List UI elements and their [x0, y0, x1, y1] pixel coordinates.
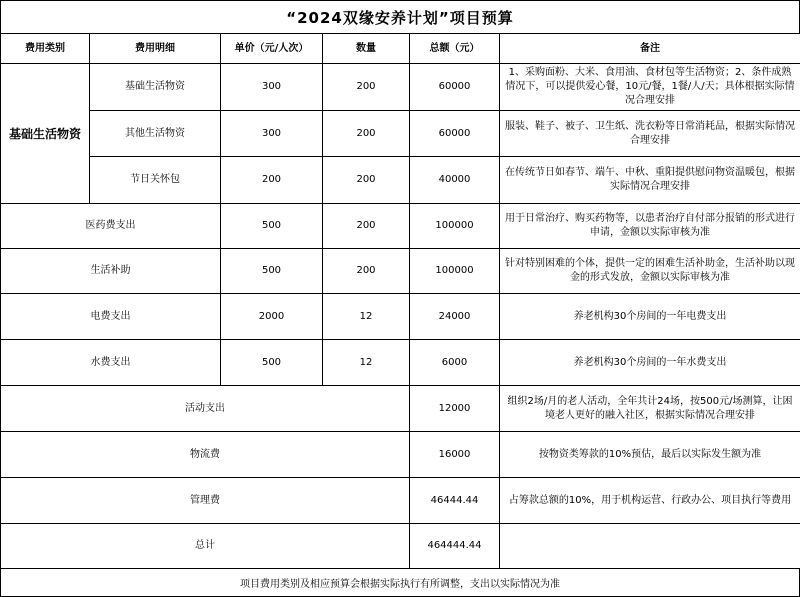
total-cell: 16000 [410, 432, 500, 478]
note-cell: 养老机构30个房间的一年电费支出 [500, 294, 800, 340]
item-name-cell: 生活补助 [1, 249, 221, 294]
budget-table [0, 33, 800, 569]
note-cell: 针对特别困难的个体，提供一定的困难生活补助金，生活补助以现金的形式发放，金额以实际审核为准 [500, 249, 800, 294]
table-row [1, 386, 800, 432]
unit-price-cell: 300 [221, 64, 323, 111]
quantity-cell: 200 [323, 64, 410, 111]
detail-cell: 节日关怀包 [90, 157, 221, 204]
total-cell: 24000 [410, 294, 500, 340]
item-name-cell: 水费支出 [1, 340, 221, 386]
header-detail: 费用明细 [90, 34, 221, 64]
unit-price-cell: 500 [221, 204, 323, 249]
note-cell: 按物资类筹款的10%预估，最后以实际发生额为准 [500, 432, 800, 478]
total-cell: 100000 [410, 204, 500, 249]
total-cell: 46444.44 [410, 478, 500, 524]
table-row [1, 249, 800, 294]
quantity-cell: 200 [323, 111, 410, 157]
table-row [1, 157, 800, 204]
header-total: 总额（元） [410, 34, 500, 64]
table-row [1, 111, 800, 157]
header-unit-price: 单价（元/人次） [221, 34, 323, 64]
header-note: 备注 [500, 34, 800, 64]
total-cell: 60000 [410, 64, 500, 111]
quantity-cell: 12 [323, 294, 410, 340]
quantity-cell: 200 [323, 249, 410, 294]
quantity-cell: 12 [323, 340, 410, 386]
table-row [1, 64, 800, 111]
item-name-cell: 物流费 [1, 432, 410, 478]
table-row [1, 524, 800, 569]
table-row [1, 294, 800, 340]
table-row [1, 204, 800, 249]
footer-note: 项目费用类别及相应预算会根据实际执行有所调整，支出以实际情况为准 [0, 568, 800, 597]
header-category: 费用类别 [1, 34, 90, 64]
note-cell: 服装、鞋子、被子、卫生纸、洗衣粉等日常消耗品，根据实际情况合理安排 [500, 111, 800, 157]
table-row [1, 340, 800, 386]
group-category: 基础生活物资 [1, 64, 90, 204]
note-cell: 组织2场/月的老人活动，全年共计24场，按500元/场测算，让困境老人更好的融入社区，根据实际情况合理安排 [500, 386, 800, 432]
unit-price-cell: 300 [221, 111, 323, 157]
item-name-cell: 管理费 [1, 478, 410, 524]
note-cell: 占筹款总额的10%，用于机构运营、行政办公、项目执行等费用 [500, 478, 800, 524]
quantity-cell: 200 [323, 204, 410, 249]
total-cell: 60000 [410, 111, 500, 157]
total-cell: 12000 [410, 386, 500, 432]
note-cell: 1、采购面粉、大米、食用油、食材包等生活物资；2、条件成熟情况下，可以提供爱心餐，10元/餐，1餐/人/天；具体根据实际情况合理安排 [500, 64, 800, 111]
total-cell: 6000 [410, 340, 500, 386]
table-row [1, 478, 800, 524]
note-cell: 用于日常治疗、购买药物等，以患者治疗自付部分报销的形式进行申请，金额以实际审核为准 [500, 204, 800, 249]
total-cell: 40000 [410, 157, 500, 204]
grand-total-label: 总计 [1, 524, 410, 569]
unit-price-cell: 200 [221, 157, 323, 204]
unit-price-cell: 500 [221, 340, 323, 386]
unit-price-cell: 2000 [221, 294, 323, 340]
quantity-cell: 200 [323, 157, 410, 204]
header-quantity: 数量 [323, 34, 410, 64]
note-cell: 在传统节日如春节、端午、中秋、重阳提供慰问物资温暖包，根据实际情况合理安排 [500, 157, 800, 204]
item-name-cell: 医药费支出 [1, 204, 221, 249]
detail-cell: 基础生活物资 [90, 64, 221, 111]
header-row [1, 34, 800, 64]
detail-cell: 其他生活物资 [90, 111, 221, 157]
note-cell [500, 524, 800, 569]
table-row [1, 432, 800, 478]
grand-total-value: 464444.44 [410, 524, 500, 569]
page-title: “2024双缘安养计划”项目预算 [0, 0, 800, 34]
note-cell: 养老机构30个房间的一年水费支出 [500, 340, 800, 386]
item-name-cell: 电费支出 [1, 294, 221, 340]
unit-price-cell: 500 [221, 249, 323, 294]
item-name-cell: 活动支出 [1, 386, 410, 432]
total-cell: 100000 [410, 249, 500, 294]
